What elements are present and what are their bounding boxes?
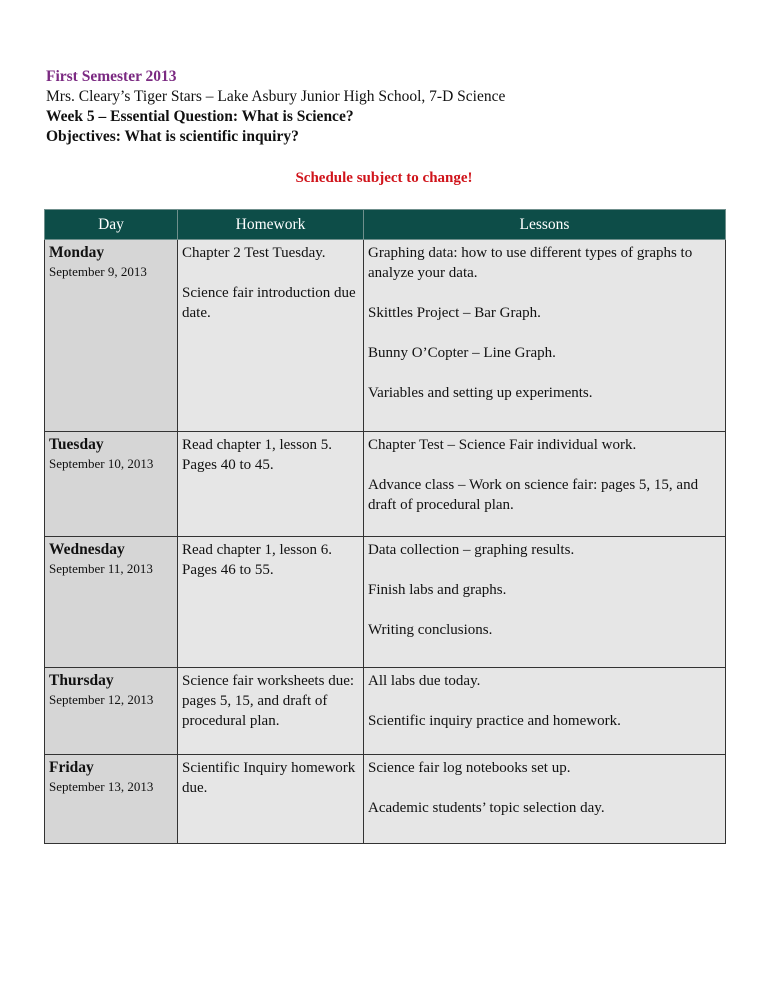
- homework-cell: [178, 432, 364, 537]
- term-title: First Semester 2013: [46, 68, 177, 85]
- column-header-homework: Homework: [178, 210, 364, 240]
- day-date: September 11, 2013: [49, 561, 153, 576]
- lessons-cell: [364, 240, 726, 432]
- lesson-item: Scientific inquiry practice and homework.: [368, 713, 621, 729]
- schedule-table: [44, 209, 726, 844]
- homework-cell: [178, 537, 364, 668]
- table-header-row: [45, 210, 726, 240]
- lessons-cell: [364, 755, 726, 844]
- lesson-item: Writing conclusions.: [368, 622, 493, 638]
- day-cell: [45, 537, 178, 668]
- schedule-notice: Schedule subject to change!: [295, 170, 473, 186]
- lessons-cell: [364, 668, 726, 755]
- homework-item: Science fair introduction due date.: [182, 285, 356, 321]
- homework-cell: [178, 755, 364, 844]
- class-line: Mrs. Cleary’s Tiger Stars – Lake Asbury Junior High School, 7-D Science: [46, 88, 506, 105]
- lessons-cell: [364, 537, 726, 668]
- lesson-item: Skittles Project – Bar Graph.: [368, 305, 541, 321]
- day-name: Wednesday: [49, 541, 125, 558]
- day-date: September 10, 2013: [49, 456, 154, 471]
- column-header-day: Day: [45, 210, 178, 240]
- homework-cell: [178, 240, 364, 432]
- lesson-item: Bunny O’Copter – Line Graph.: [368, 345, 556, 361]
- table-row: [45, 755, 726, 844]
- day-date: September 12, 2013: [49, 692, 154, 707]
- homework-item: Science fair worksheets due: pages 5, 15, and draft of procedural plan.: [182, 673, 355, 729]
- lesson-item: Chapter Test – Science Fair individual work.: [368, 437, 637, 453]
- lesson-item: Academic students’ topic selection day.: [368, 800, 605, 816]
- day-date: September 9, 2013: [49, 264, 147, 279]
- column-header-lessons: Lessons: [364, 210, 726, 240]
- table-row: [45, 668, 726, 755]
- day-cell: [45, 668, 178, 755]
- lesson-item: Variables and setting up experiments.: [368, 385, 593, 401]
- lesson-item: All labs due today.: [368, 673, 481, 689]
- day-name: Monday: [49, 244, 105, 261]
- day-cell: [45, 755, 178, 844]
- homework-item: Read chapter 1, lesson 5. Pages 40 to 45.: [182, 437, 332, 473]
- day-name: Thursday: [49, 672, 114, 689]
- day-name: Friday: [49, 759, 94, 776]
- table-row: [45, 240, 726, 432]
- lesson-item: Advance class – Work on science fair: pages 5, 15, and draft of procedural plan.: [368, 477, 699, 513]
- day-cell: [45, 240, 178, 432]
- table-row: [45, 432, 726, 537]
- lesson-item: Finish labs and graphs.: [368, 582, 507, 598]
- objectives-line: Objectives: What is scientific inquiry?: [46, 128, 299, 145]
- week-line: Week 5 – Essential Question: What is Science?: [46, 108, 354, 125]
- lessons-cell: [364, 432, 726, 537]
- lesson-item: Science fair log notebooks set up.: [368, 760, 571, 776]
- lesson-item: Data collection – graphing results.: [368, 542, 575, 558]
- homework-item: Chapter 2 Test Tuesday.: [182, 245, 326, 261]
- day-cell: [45, 432, 178, 537]
- table-row: [45, 537, 726, 668]
- homework-cell: [178, 668, 364, 755]
- homework-item: Read chapter 1, lesson 6. Pages 46 to 55.: [182, 542, 332, 578]
- homework-item: Scientific Inquiry homework due.: [182, 760, 356, 796]
- lesson-item: Graphing data: how to use different types of graphs to analyze your data.: [368, 245, 693, 281]
- document-header: [46, 67, 505, 147]
- day-date: September 13, 2013: [49, 779, 154, 794]
- day-name: Tuesday: [49, 436, 104, 453]
